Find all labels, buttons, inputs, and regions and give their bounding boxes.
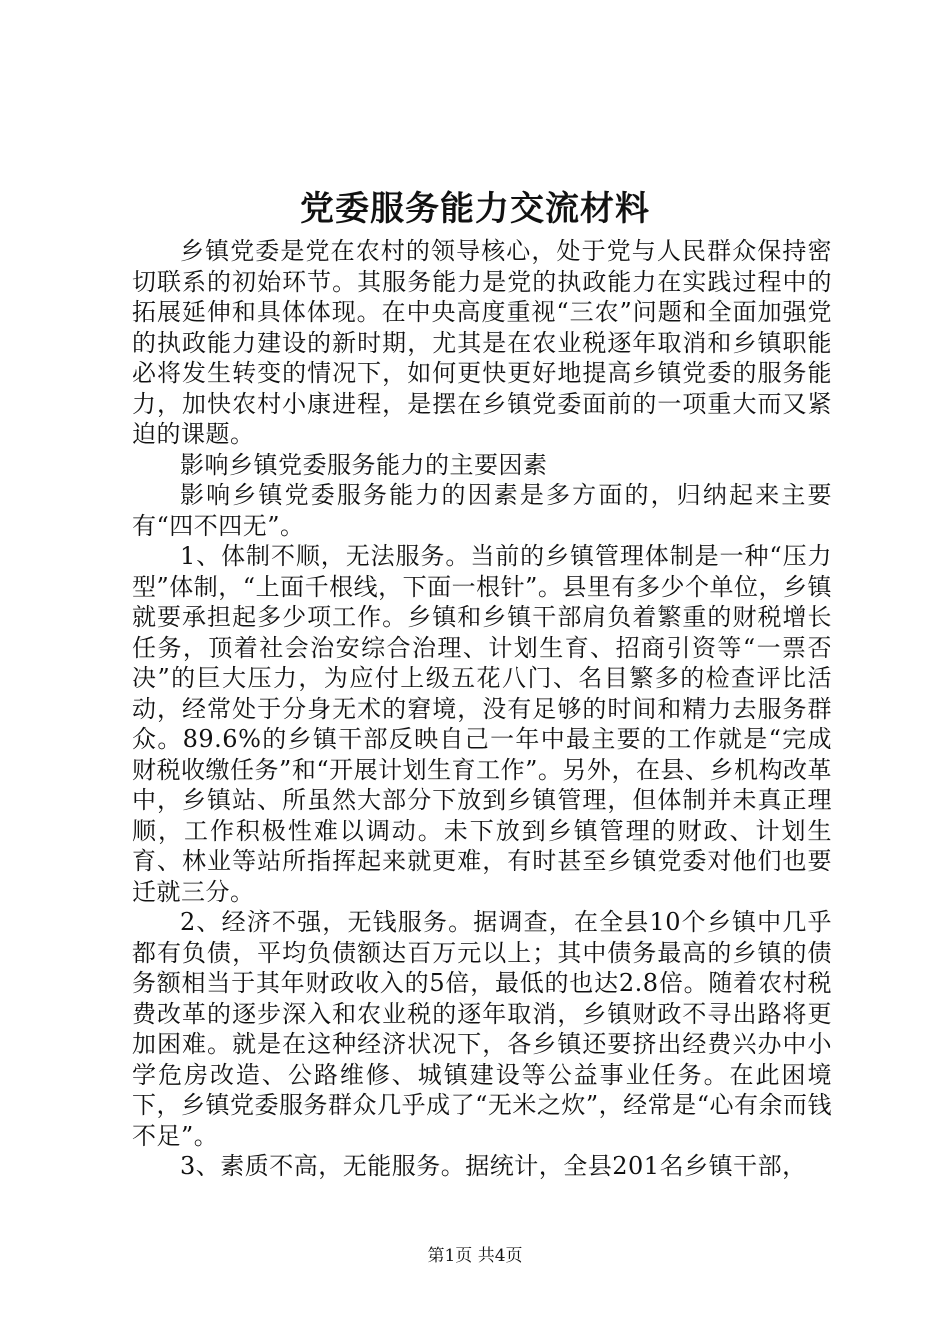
paragraph-point-3: 3、素质不高，无能服务。据统计，全县201名乡镇干部， bbox=[180, 1152, 807, 1180]
document-title: 党委服务能力交流材料 bbox=[300, 189, 650, 229]
document-body bbox=[132, 236, 832, 1182]
section-heading: 影响乡镇党委服务能力的主要因素 bbox=[180, 450, 548, 479]
paragraph-point-1: 1、体制不顺，无法服务。当前的乡镇管理体制是一种“压力型”体制，“上面千根线，下面一根针”。县里有多少个单位，乡镇就要承担起多少项工作。乡镇和乡镇干部肩负着繁重的财税增长任务，顶着社会治安综合治理、计划生育、招商引资等“一票否决”的巨大压力，为应付上级五花八门、名目繁多的检查评比活动，经常处于分身无术的窘境，没有足够的时间和精力去服务群众。89.6%的乡镇干部反映自己一年中最主要的工作就是“完成财税收缴任务”和“开展计划生育工作”。另外，在县、乡机构改革中，乡镇站、所虽然大部分下放到乡镇管理，但体制并未真正理顺，工作积极性难以调动。未下放到乡镇管理的财政、计划生育、林业等站所指挥起来就更难，有时甚至乡镇党委对他们也要迁就三分。 bbox=[132, 542, 832, 906]
page-footer: 第1页 共4页 bbox=[427, 1246, 523, 1266]
paragraph-summary: 影响乡镇党委服务能力的因素是多方面的，归纳起来主要有“四不四无”。 bbox=[132, 481, 832, 540]
paragraph-point-2: 2、经济不强，无钱服务。据调查，在全县10个乡镇中几乎都有负债，平均负债额达百万元以上；其中债务最高的乡镇的债务额相当于其年财政收入的5倍，最低的也达2.8倍。随着农村税费改革的逐步深入和农业税的逐年取消，乡镇财政不寻出路将更加困难。就是在这种经济状况下，各乡镇还要挤出经费兴办中小学危房改造、公路维修、城镇建设等公益事业任务。在此困境下，乡镇党委服务群众几乎成了“无米之炊”，经常是“心有余而钱不足”。 bbox=[132, 908, 832, 1150]
paragraph-intro: 乡镇党委是党在农村的领导核心，处于党与人民群众保持密切联系的初始环节。其服务能力是党的执政能力在实践过程中的拓展延伸和具体体现。在中央高度重视“三农”问题和全面加强党的执政能力建设的新时期，尤其是在农业税逐年取消和乡镇职能必将发生转变的情况下，如何更快更好地提高乡镇党委的服务能力，加快农村小康进程，是摆在乡镇党委面前的一项重大而又紧迫的课题。 bbox=[132, 237, 832, 448]
